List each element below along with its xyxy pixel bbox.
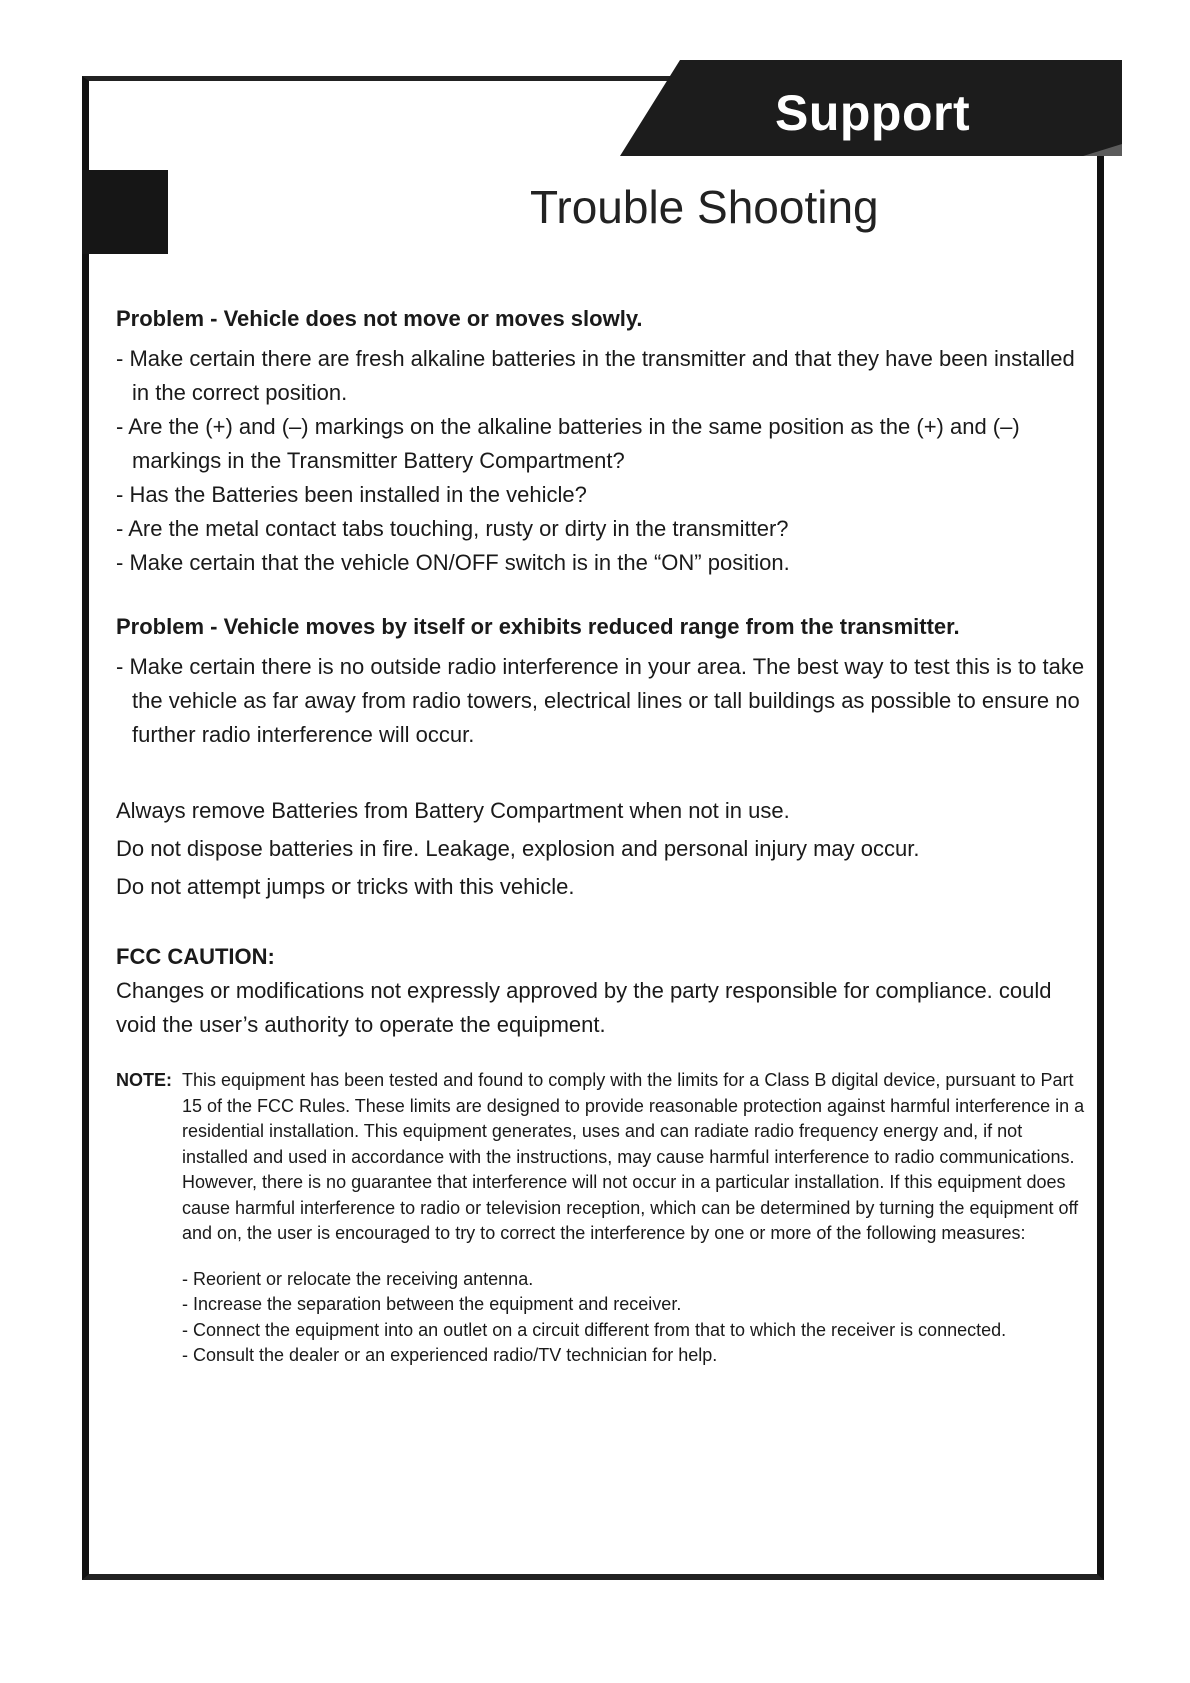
list-item: - Make certain there are fresh alkaline batteries in the transmitter and that they have been installed in the correct position.: [116, 346, 1075, 405]
note-label: NOTE:: [116, 1070, 172, 1090]
measures-list: [182, 1267, 1086, 1369]
list-item: - Reorient or relocate the receiving antenna.: [182, 1268, 534, 1289]
problem-section-1: [116, 302, 1086, 580]
list-item: - Are the (+) and (–) markings on the alkaline batteries in the same position as the (+) and (–) markings in the Transmitter Battery Compartment?: [116, 414, 1020, 473]
list-item: - Make certain there is no outside radio interference in your area. The best way to test this is to take the vehicle as far away from radio towers, electrical lines or tall buildings as possible to ensure no further radio interference will occur.: [116, 654, 1085, 747]
fcc-caution-text: Changes or modifications not expressly approved by the party responsible for compliance. could void the user’s authority to operate the equipment.: [116, 978, 1052, 1037]
warning-text: Do not dispose batteries in fire. Leakage, explosion and personal injury may occur.: [116, 836, 920, 861]
problem-title: Problem - Vehicle does not move or moves slowly.: [116, 306, 643, 331]
warning-text: Do not attempt jumps or tricks with this vehicle.: [116, 874, 575, 899]
list-item: - Are the metal contact tabs touching, rusty or dirty in the transmitter?: [116, 516, 789, 541]
warning-text: Always remove Batteries from Battery Compartment when not in use.: [116, 798, 790, 823]
list-item: - Consult the dealer or an experienced radio/TV technician for help.: [182, 1345, 718, 1365]
fcc-note: [116, 1068, 1086, 1247]
fcc-caution: [116, 940, 1086, 1042]
list-item: - Make certain that the vehicle ON/OFF switch is in the “ON” position.: [116, 550, 790, 575]
fcc-caution-title: FCC CAUTION:: [116, 944, 275, 969]
page-title: Trouble Shooting: [530, 181, 879, 233]
problem-section-2: [116, 610, 1086, 752]
list-item: - Increase the separation between the equipment and receiver.: [182, 1294, 682, 1314]
corner-block: [82, 170, 168, 254]
support-badge: Support: [775, 85, 971, 141]
list-item: - Has the Batteries been installed in the vehicle?: [116, 482, 587, 507]
note-text: This equipment has been tested and found to comply with the limits for a Class B digital device, pursuant to Part 15 of the FCC Rules. These limits are designed to provide reasonable protection against harmful interference in a residential installation. This equipment generates, uses and can radiate radio frequency energy and, if not installed and used in accordance with the instructions, may cause harmful interference to radio communications. However, there is no guarantee that interference will not occur in a particular installation. If this equipment does cause harmful interference to radio or television reception, which can be determined by turning the equipment off and on, the user is encouraged to try to correct the interference by one or more of the following measures:: [182, 1070, 1085, 1243]
main-content: [116, 302, 1086, 1369]
problem-title: Problem - Vehicle moves by itself or exhibits reduced range from the transmitter.: [116, 614, 960, 639]
battery-warnings: [116, 792, 1086, 906]
list-item: - Connect the equipment into an outlet on a circuit different from that to which the receiver is connected.: [182, 1319, 1007, 1340]
